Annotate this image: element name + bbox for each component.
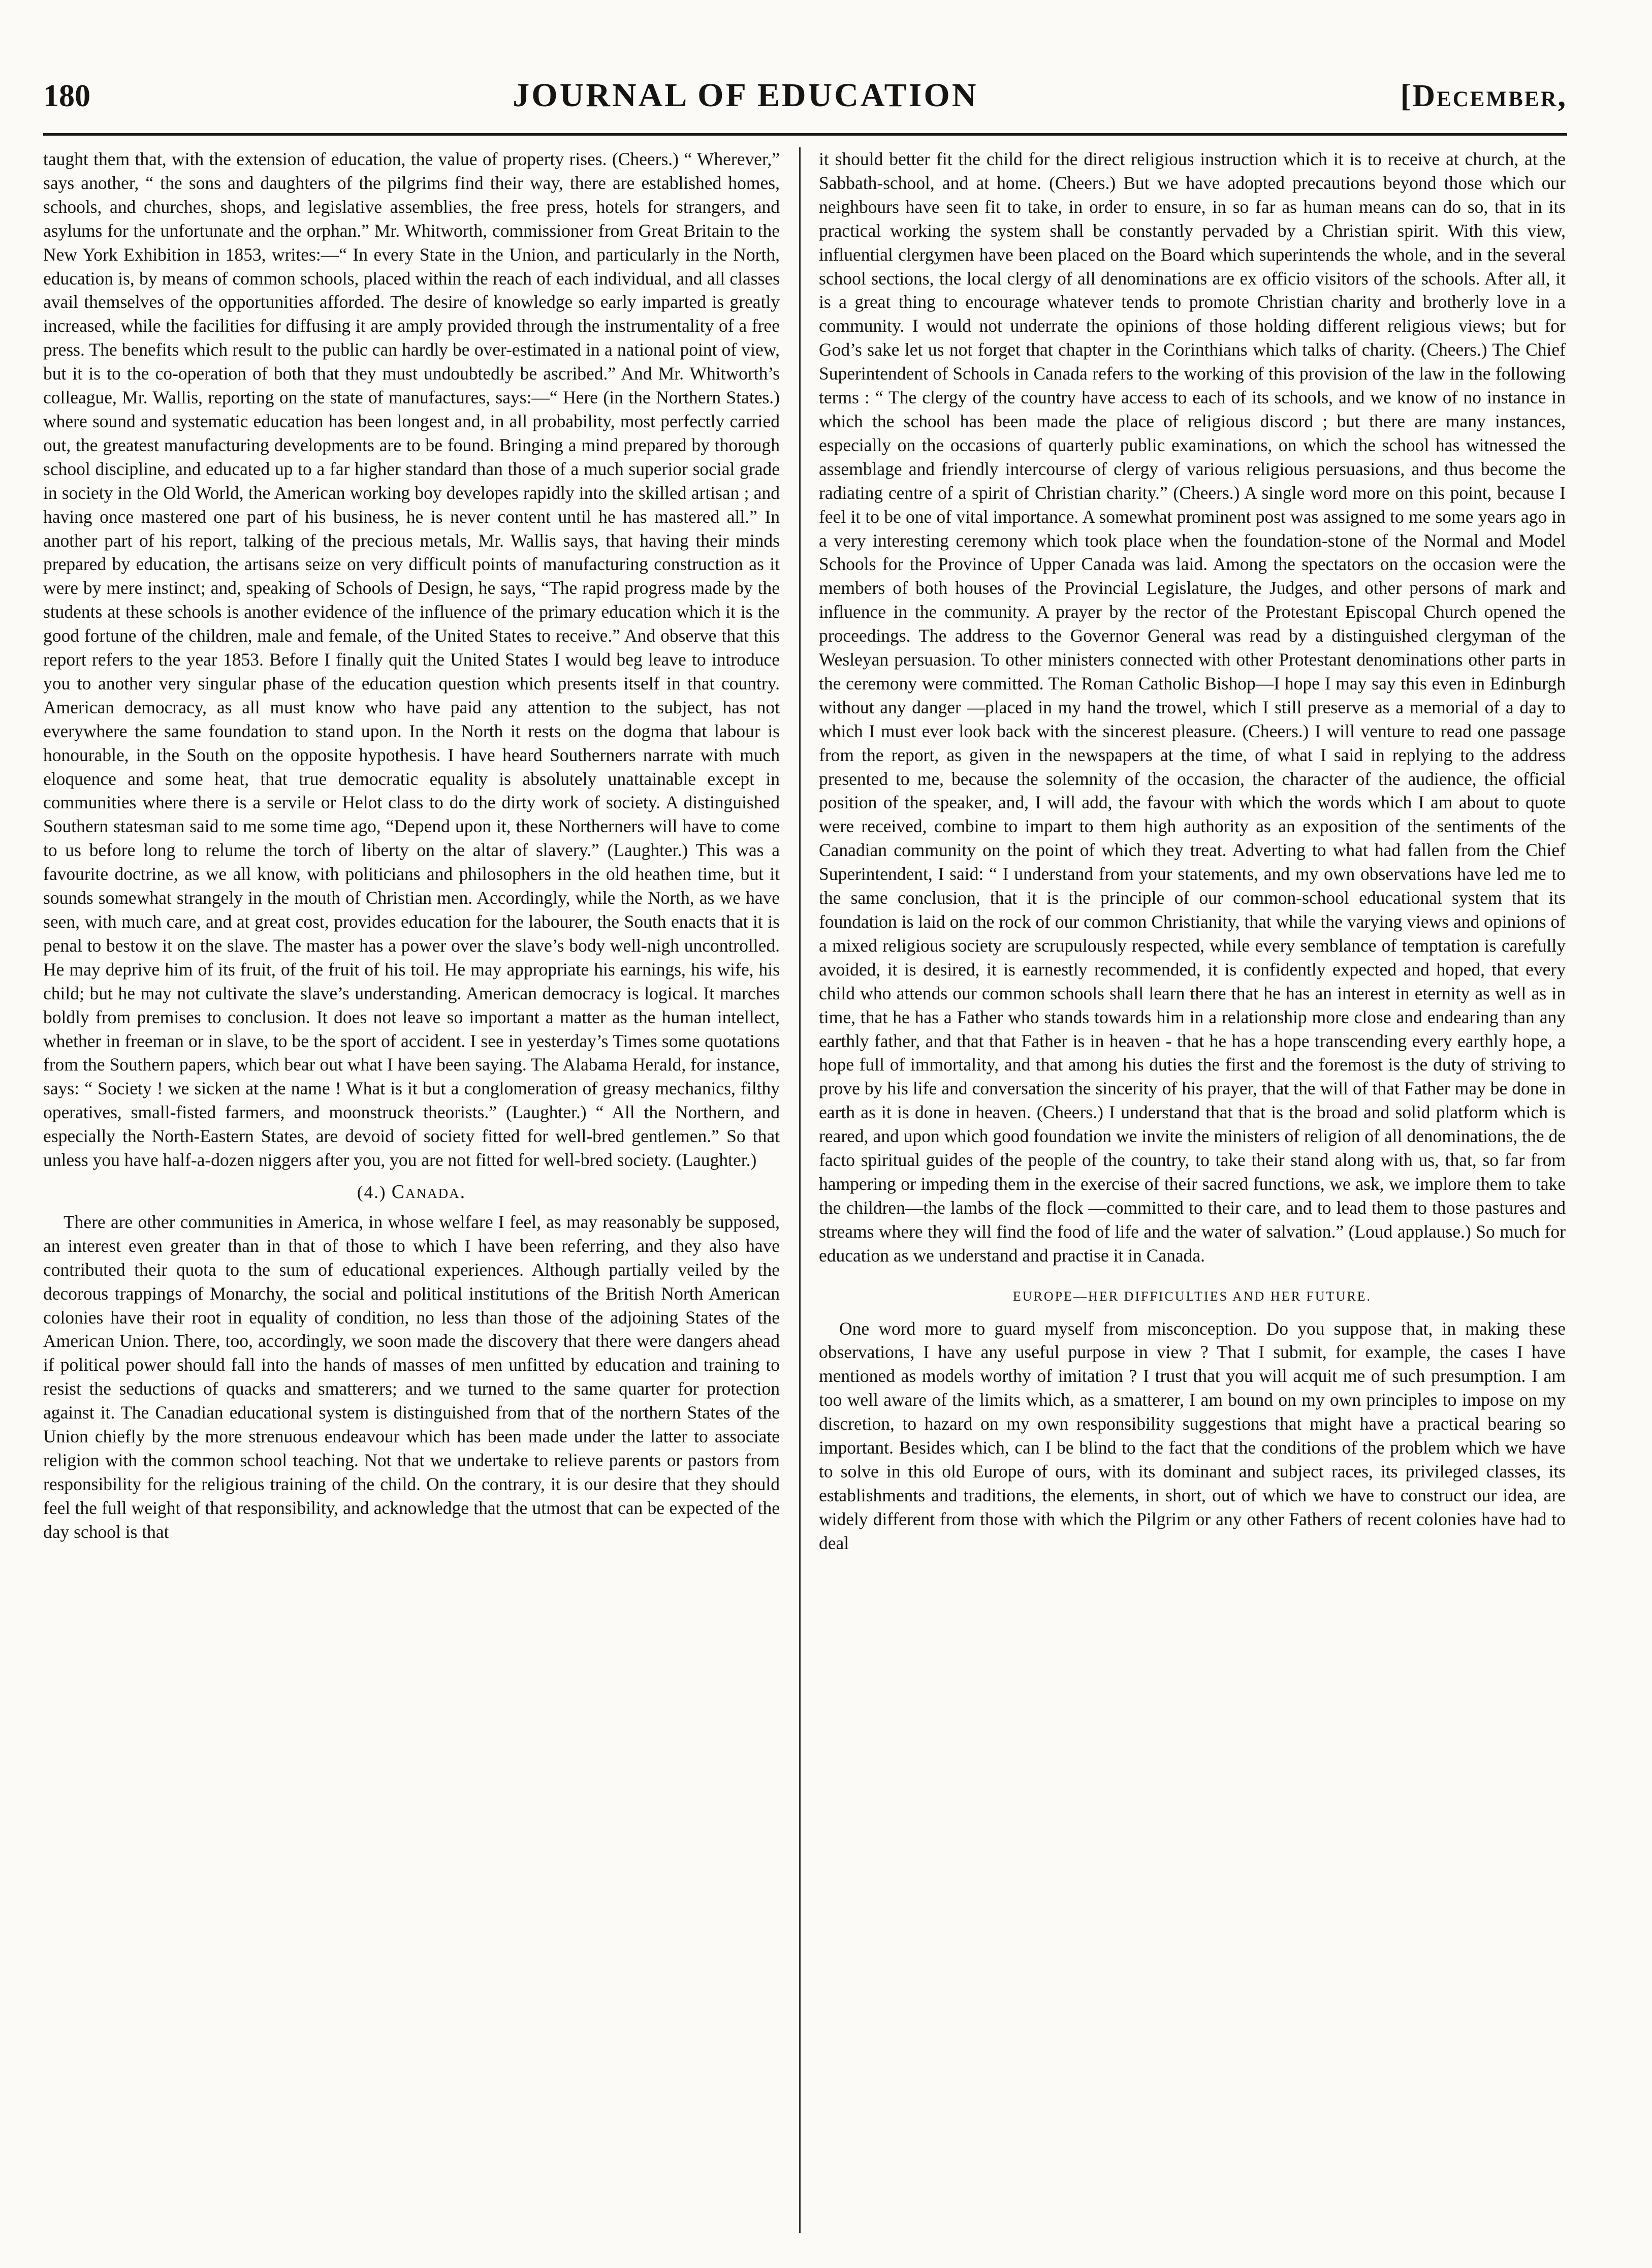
section-heading-title: Canada. [391, 1181, 466, 1203]
section-heading-number: (4.) [357, 1182, 387, 1202]
running-head [43, 76, 1567, 127]
page-number: 180 [43, 79, 90, 113]
section-heading-europe: EUROPE—HER DIFFICULTIES AND HER FUTURE. [1012, 1288, 1372, 1304]
journal-title: JOURNAL OF EDUCATION [513, 77, 978, 114]
section-heading-canada [43, 1180, 780, 1205]
right-column [819, 147, 1566, 2235]
left-column [43, 147, 780, 2235]
body-paragraph: There are other communities in America, in whose welfare I feel, as may reasonably be supposed, an interest even greater than in that of those to which I have been referring, and they also have contributed their quota to the sum of educational experiences. Although partially veiled by the decorous trappings of Monarchy, the social and political institutions of the British North American colonies have their root in equality of condition, no less than those of the adjoining States of the American Union. There, too, accordingly, we soon made the discovery that there were dangers ahead if political power should fall into the hands of masses of men unfitted by education and training to resist the seductions of quacks and smatterers; and we turned to the same quarter for protection against it. The Canadian educational system is distinguished from that of the northern States of the Union chiefly by the more strenuous endeavour which has been made under the latter to associate religion with the common school teaching. Not that we undertake to relieve parents or pastors from responsibility for the religious training of the child. On the contrary, it is our desire that they should feel the full weight of that responsibility, and acknowledge that the utmost that can be expected of the day school is that [43, 1211, 780, 1542]
body-paragraph: taught them that, with the extension of education, the value of property rises. (Cheers.) “ Wherever,” says another, “ the sons and daughters of the pilgrims find their way, there are established homes, schools, and churches, shops, and legislative assemblies, the free press, hotels for strangers, and asylums for the unfortunate and the orphan.” Mr. Whitworth, commissioner from Great Britain to the New York Exhibition in 1853, writes:—“ In every State in the Union, and particularly in the North, education is, by means of common schools, placed within the reach of each individual, and all classes avail themselves of the opportunities afforded. The desire of knowledge so early imparted is greatly increased, while the facilities for diffusing it are amply provided through the instrumentality of a free press. The benefits which result to the public can hardly be over-estimated in a national point of view, but it is to the co-operation of both that they must undoubtedly be ascribed.” And Mr. Whitworth’s colleague, Mr. Wallis, reporting on the state of manufactures, says:—“ Here (in the Northern States.) where sound and systematic education has been longest and, in all probability, most perfectly carried out, the greatest manufacturing developments are to be found. Bringing a mind prepared by thorough school discipline, and educated up to a far higher standard than those of a much superior social grade in society in the Old World, the American working boy developes rapidly into the skilled artisan ; and having once mastered one part of his business, he is never content until he has mastered all.” In another part of his report, talking of the precious metals, Mr. Wallis says, that having their minds prepared by education, the artisans seize on very difficult points of manufacturing construction as it were by mere instinct; and, speaking of Schools of Design, he says, “The rapid progress made by the students at these schools is another evidence of the influence of the primary education which it is the good fortune of the children, male and female, of the United States to receive.” And observe that this report refers to the year 1853. Before I finally quit the United States I would beg leave to introduce you to another very singular phase of the education question which presents itself in that country. American democracy, as all must know who have paid any attention to the subject, has not everywhere the same foundation to stand upon. In the North it rests on the dogma that labour is honourable, in the South on the opposite hypothesis. I have heard Southerners narrate with much eloquence and some heat, that true democratic equality is absolutely unattainable except in communities where there is a servile or Helot class to do the dirty work of society. A distinguished Southern statesman said to me some time ago, “Depend upon it, these Northerners will have to come to us before long to relume the torch of liberty on the altar of slavery.” (Laughter.) This was a favourite doctrine, as we all know, with politicians and philosophers in the old heathen time, but it sounds somewhat strangely in the mouth of Christian men. Accordingly, while the North, as we have seen, with much care, and at great cost, provides education for the labourer, the South enacts that it is penal to bestow it on the slave. The master has a power over the slave’s body well-nigh uncontrolled. He may deprive him of its fruit, of the fruit of his toil. He may appropriate his earnings, his wife, his child; but he may not cultivate the slave’s understanding. American democracy is logical. It marches boldly from premises to conclusion. It does not leave so important a matter as the human intellect, whether in freeman or in slave, to be the sport of accident. I see in yesterday’s Times some quotations from the Southern papers, which bear out what I have been saying. The Alabama Herald, for instance, says: “ Society ! we sicken at the name ! What is it but a conglomeration of greasy mechanics, filthy operatives, small-fisted farmers, and moonstruck theorists.” (Laughter.) “ All the Northern, and especially the North-Eastern States, are devoid of society fitted for well-bred gentlemen.” So that unless you have half-a-dozen niggers after you, you are not fitted for well-bred society. (Laughter.) [43, 149, 780, 1171]
issue-month: [December, [1400, 79, 1567, 113]
header-rule [43, 133, 1567, 136]
body-paragraph: it should better fit the child for the direct religious instruction which it is to receive at church, at the Sabbath-school, and at home. (Cheers.) But we have adopted precautions beyond those which our neighbours have seen fit to take, in order to ensure, in so far as human means can do so, that in its practical working the system shall be constantly pervaded by a Christian spirit. With this view, influential clergymen have been placed on the Board which superintends the whole, and in the several school sections, the local clergy of all denominations are ex officio visitors of the schools. After all, it is a great thing to encourage whatever tends to promote Christian charity and brotherly love in a community. I would not underrate the opinions of those holding different religious views; but for God’s sake let us not forget that chapter in the Corinthians which talks of charity. (Cheers.) The Chief Superintendent of Schools in Canada refers to the working of this provision of the law in the following terms : “ The clergy of the country have access to each of its schools, and we know of no instance in which the school has been made the place of religious discord ; but there are many instances, especially on the occasions of quarterly public examinations, on which the school has witnessed the assemblage and friendly intercourse of clergy of various religious persuasions, and thus become the radiating centre of a spirit of Christian charity.” (Cheers.) A single word more on this point, because I feel it to be one of vital importance. A somewhat prominent post was assigned to me some years ago in a very interesting ceremony which took place when the foundation-stone of the Normal and Model Schools for the Province of Upper Canada was laid. Among the spectators on the occasion were the members of both houses of the Provincial Legislature, the Judges, and other persons of mark and influence in the community. A prayer by the rector of the Protestant Episcopal Church opened the proceedings. The address to the Governor General was read by a distinguished clergyman of the Wesleyan persuasion. To other ministers connected with other Protestant denominations other parts in the ceremony were committed. The Roman Catholic Bishop—I hope I may say this even in Edinburgh without any danger —placed in my hand the trowel, which I still preserve as a memorial of a day to which I must ever look back with the sincerest pleasure. (Cheers.) I will venture to read one passage from the report, as given in the newspapers at the time, of what I said in replying to the address presented to me, because the solemnity of the occasion, the character of the audience, the official position of the speaker, and, I will add, the favour with which the words which I am about to quote were received, combine to impart to them high authority as an exposition of the sentiments of the Canadian community on the point of which they treat. Adverting to what had fallen from the Chief Superintendent, I said: “ I understand from your statements, and my own observations have led me to the same conclusion, that it is the principle of our common-school educational system that its foundation is laid on the rock of our common Christianity, that while the varying views and opinions of a mixed religious society are scrupulously respected, while every semblance of temptation is carefully avoided, it is desired, it is earnestly recommended, it is confidently expected and hoped, that every child who attends our common schools shall learn there that he has an interest in eternity as well as in time, that he has a Father who stands towards him in a relationship more close and endearing than any earthly father, and that that Father is in heaven - that he has a hope transcending every earthly hope, a hope full of immortality, and that among his duties the first and the foremost is the duty of striving to prove by his life and conversation the sincerity of his prayer, that the will of that Father may be done in earth as it is done in heaven. (Cheers.) I understand that that is the broad and solid platform which is reared, and upon which good foundation we invite the ministers of religion of all denominations, the de facto spiritual guides of the people of the country, to take their stand along with us, that, so far from hampering or impeding them in the exercise of their sacred functions, we ask, we implore them to take the children—the lambs of the flock —committed to their care, and to lead them to those pastures and streams where they will find the food of life and the water of salvation.” (Loud applause.) So much for education as we understand and practise it in Canada. [819, 149, 1566, 1266]
column-divider [799, 147, 801, 2233]
body-paragraph: One word more to guard myself from misconception. Do you suppose that, in making these observations, I have any useful purpose in view ? That I submit, for example, the cases I have mentioned as models worthy of imitation ? I trust that you will acquit me of such presumption. I am too well aware of the limits which, as a smatterer, I am bound on my own principles to impose on my discretion, to hazard on my own responsibility suggestions that might have a practical bearing so important. Besides which, can I be blind to the fact that the conditions of the problem which we have to solve in this old Europe of ours, with its dominant and subject races, its privileged classes, its establishments and traditions, the elements, in short, out of which we have to construct our idea, are widely different from those with which the Pilgrim or any other Fathers of recent colonies have had to deal [819, 1318, 1566, 1553]
